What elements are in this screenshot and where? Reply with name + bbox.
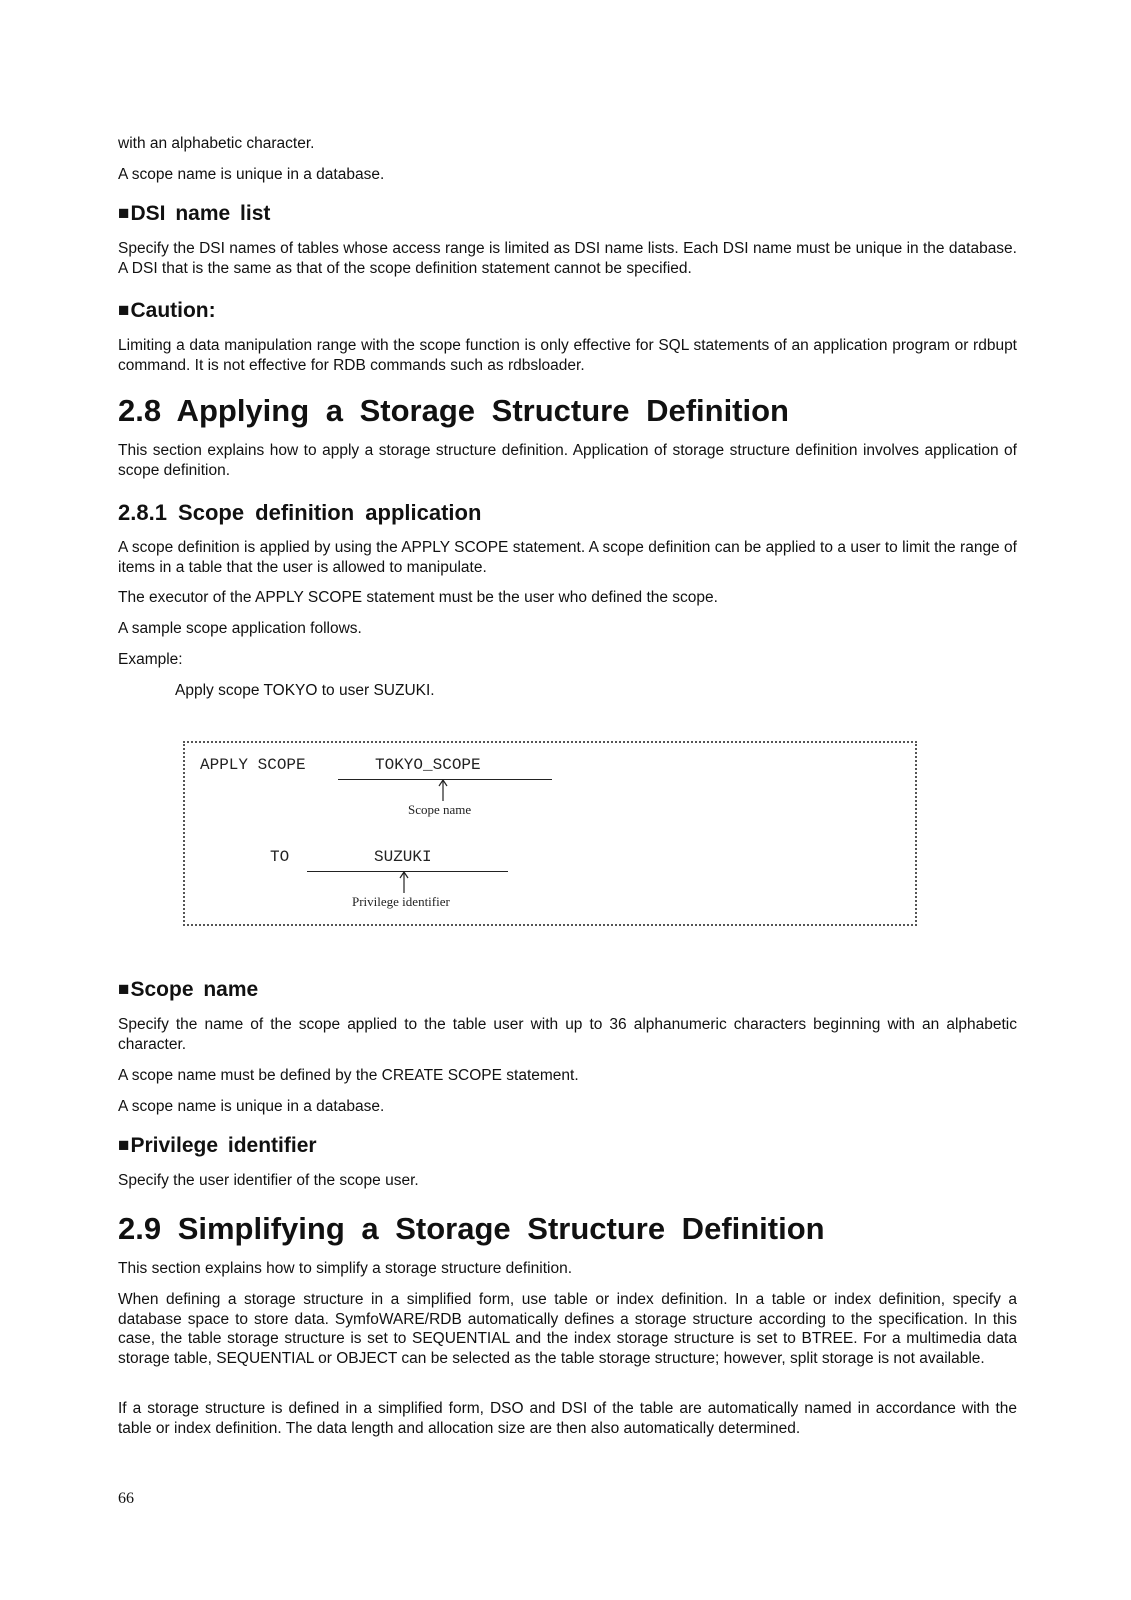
privilege-identifier-heading: ■Privilege identifier [118,1134,317,1157]
privilege-identifier-caption: Privilege identifier [352,894,450,909]
square-bullet-icon: ■ [118,1135,130,1156]
caution-text: Limiting a data manipulation range with the scope function is only effective for SQL statements of an application program or rdbupt command. It is not effective for RDB commands such as rdbsloader. [118,337,1017,374]
section-2-8-intro: This section explains how to apply a storage structure definition. Application of storage structure definition involves application of scope definition. [118,442,1017,479]
scope-name-caption: Scope name [408,802,472,817]
scope-name-value: TOKYO_SCOPE [375,756,481,774]
section-2-9-p2: When defining a storage structure in a simplified form, use table or index definition. In a table or index definition, specify a database space to store data. SymfoWARE/RDB automatically defines a storage structure according to the specification. In this case, the table storage structure is set to SEQUENTIAL and the index storage structure is set to BTREE. For a multimedia data storage table, SEQUENTIAL or OBJECT can be selected as the table storage structure; however, split storage is not available. [118,1291,1017,1367]
scope-name-p1: Specify the name of the scope applied to the table user with up to 36 alphanumeric characters beginning with an alphabetic character. [118,1016,1017,1053]
up-arrow-icon [399,871,409,893]
apply-scope-diagram [183,741,917,926]
square-bullet-icon: ■ [118,203,130,224]
square-bullet-icon: ■ [118,979,130,1000]
privilege-identifier-text: Specify the user identifier of the scope user. [118,1172,419,1189]
section-2-8-1-heading: 2.8.1 Scope definition application [118,500,482,525]
scope-application-p1: A scope definition is applied by using the APPLY SCOPE statement. A scope definition can be applied to a user to limit the range of items in a table that the user is allowed to manipulate. [118,539,1017,576]
apply-scope-keyword: APPLY SCOPE [200,756,306,774]
caution-heading: ■Caution: [118,299,216,322]
dsi-name-list-heading: ■DSI name list [118,202,271,225]
to-keyword: TO [270,848,290,866]
example-label: Example: [118,651,183,668]
scope-application-p2: The executor of the APPLY SCOPE statement must be the user who defined the scope. [118,589,718,606]
scope-application-p3: A sample scope application follows. [118,620,362,637]
privilege-identifier-value: SUZUKI [374,848,432,866]
page-number: 66 [118,1490,134,1507]
section-2-9-p3: If a storage structure is defined in a simplified form, DSO and DSI of the table are automatically named in accordance with the table or index definition. The data length and allocation size are then also automatically determined. [118,1400,1017,1437]
intro-line-1: with an alphabetic character. [118,135,315,152]
example-text: Apply scope TOKYO to user SUZUKI. [175,682,435,699]
section-2-8-heading: 2.8 Applying a Storage Structure Definition [118,393,789,428]
scope-name-p3: A scope name is unique in a database. [118,1098,385,1115]
dsi-name-list-text: Specify the DSI names of tables whose access range is limited as DSI name lists. Each DSI name must be unique in the database. A DSI that is the same as that of the scope definition statement cannot be specified. [118,240,1017,277]
section-2-9-p1: This section explains how to simplify a storage structure definition. [118,1260,573,1277]
scope-name-heading: ■Scope name [118,978,259,1001]
intro-line-2: A scope name is unique in a database. [118,166,385,183]
scope-name-p2: A scope name must be defined by the CREATE SCOPE statement. [118,1067,579,1084]
up-arrow-icon [438,779,448,801]
section-2-9-heading: 2.9 Simplifying a Storage Structure Definition [118,1211,825,1246]
square-bullet-icon: ■ [118,300,130,321]
